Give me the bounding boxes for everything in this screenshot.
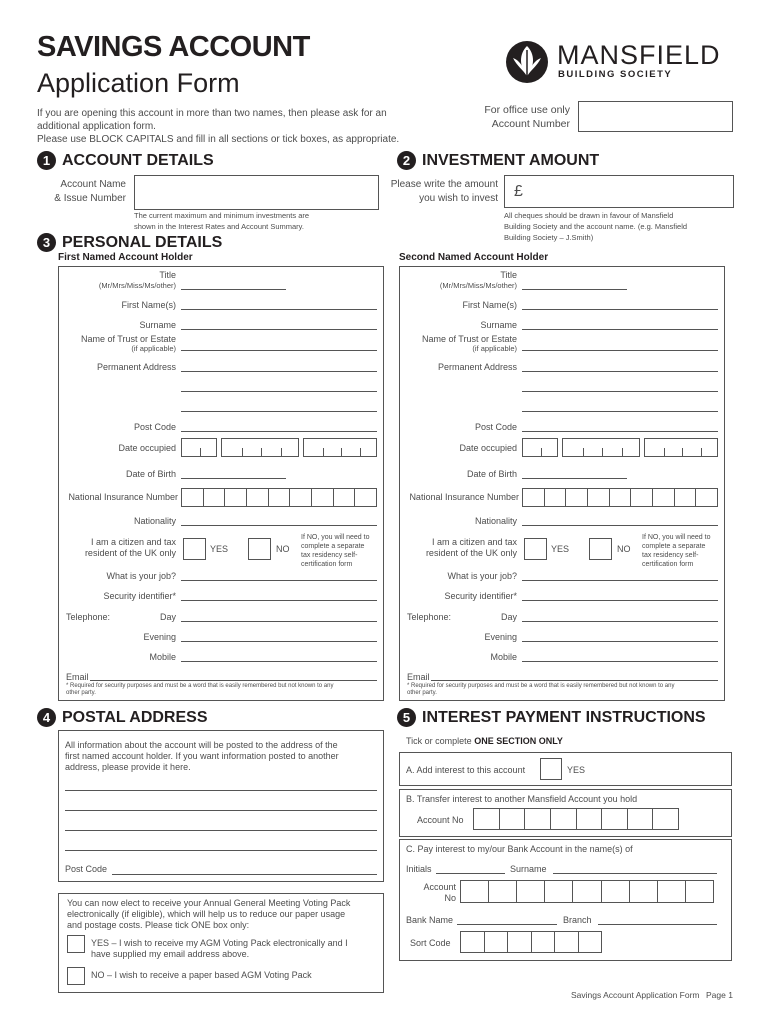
option-c-account-label-2: No — [444, 893, 456, 903]
post-code-line[interactable] — [181, 431, 377, 432]
postal-address-line-3[interactable] — [65, 830, 377, 831]
tax-residency-note: tax residency self- — [642, 552, 699, 559]
section-title: INTEREST PAYMENT INSTRUCTIONS — [422, 708, 706, 726]
date-occupied-box[interactable] — [522, 438, 558, 457]
option-a-yes-checkbox[interactable] — [540, 758, 562, 780]
address-label: Permanent Address — [437, 362, 517, 372]
tax-residency-note: If NO, you will need to — [642, 534, 711, 541]
option-c-initials-line[interactable] — [436, 873, 505, 874]
ni-digit-box[interactable] — [312, 489, 334, 506]
ni-digit-box[interactable] — [588, 489, 610, 506]
cheque-note-3: Building Society – J.Smith) — [504, 233, 594, 242]
date-occupied-box[interactable] — [644, 438, 718, 457]
sort-code-digit-box[interactable] — [485, 932, 509, 952]
job-line[interactable] — [181, 580, 377, 581]
ni-digit-box[interactable] — [610, 489, 632, 506]
cheque-note-1: All cheques should be drawn in favour of Mansfield — [504, 211, 674, 220]
ni-number-label: National Insurance Number — [409, 492, 519, 502]
if-applicable-label: (if applicable) — [472, 344, 517, 353]
instruction-text: Tick or complete — [406, 736, 475, 746]
address-label: Permanent Address — [96, 362, 176, 372]
telephone-day-line[interactable] — [181, 621, 377, 622]
option-c-surname-line[interactable] — [553, 873, 717, 874]
mansfield-logo — [505, 40, 735, 82]
postal-text-2: first named account holder. If you want information posted to another — [65, 751, 339, 761]
date-divider-tick — [583, 448, 584, 456]
ni-number-boxes[interactable] — [181, 488, 377, 507]
security-footnote-2: other party. — [66, 690, 96, 696]
pound-sign: £ — [514, 183, 523, 200]
address-line-2[interactable] — [181, 391, 377, 392]
nationality-label: Nationality — [133, 516, 176, 526]
agm-yes-checkbox[interactable] — [67, 935, 85, 953]
account-digit-box[interactable] — [630, 881, 658, 902]
telephone-evening-line[interactable] — [181, 641, 377, 642]
ni-digit-box[interactable] — [675, 489, 697, 506]
citizen-label-2: resident of the UK only — [84, 548, 176, 558]
if-applicable-label: (if applicable) — [131, 344, 176, 353]
ni-digit-box[interactable] — [269, 489, 291, 506]
ni-digit-box[interactable] — [182, 489, 204, 506]
agm-no-checkbox[interactable] — [67, 967, 85, 985]
postal-post-code-label: Post Code — [65, 864, 108, 874]
citizen-no-label: NO — [617, 544, 631, 554]
option-c-label: C. Pay interest to my/our Bank Account in the name(s) of — [406, 844, 633, 854]
option-c-account-label-1: Account — [423, 882, 456, 892]
account-digit-box[interactable] — [602, 881, 630, 902]
email-label: Email — [66, 672, 89, 682]
option-c-bank-name-line[interactable] — [457, 924, 557, 925]
section-number-badge: 2 — [397, 151, 416, 170]
office-use-label: For office use only — [484, 104, 570, 116]
title-line[interactable] — [522, 289, 627, 290]
sort-code-digit-box[interactable] — [508, 932, 532, 952]
account-digit-box[interactable] — [517, 881, 545, 902]
section-3-heading — [37, 233, 222, 252]
section-2-heading — [397, 151, 599, 170]
agm-text-3: and postage costs. Please tick ONE box only: — [67, 920, 250, 930]
security-identifier-label: Security identifier* — [444, 591, 517, 601]
telephone-label: Telephone: — [407, 612, 452, 622]
tax-residency-note: complete a separate — [301, 543, 365, 550]
option-c-branch-label: Branch — [563, 915, 592, 925]
footer-page-number: Page 1 — [706, 990, 733, 1000]
postal-text-3: address, please provide it here. — [65, 762, 191, 772]
section-1-heading — [37, 151, 214, 170]
post-code-label: Post Code — [474, 422, 517, 432]
instruction-bold: ONE SECTION ONLY — [474, 736, 563, 746]
nationality-label: Nationality — [474, 516, 517, 526]
date-of-birth-label: Date of Birth — [125, 469, 176, 479]
form-title: SAVINGS ACCOUNT — [37, 31, 310, 63]
date-of-birth-label: Date of Birth — [466, 469, 517, 479]
leaf-emblem-icon — [505, 40, 549, 84]
telephone-day-label: Day — [500, 612, 517, 622]
ni-number-boxes[interactable] — [522, 488, 718, 507]
date-of-birth-line[interactable] — [181, 478, 286, 479]
agm-yes-text-1: YES – I wish to receive my AGM Voting Pack electronically and I — [91, 938, 348, 948]
section-number-badge: 1 — [37, 151, 56, 170]
section-number-badge: 5 — [397, 708, 416, 727]
title-line[interactable] — [181, 289, 286, 290]
date-divider-tick — [242, 448, 243, 456]
account-digit-box[interactable] — [525, 809, 551, 829]
date-divider-tick — [200, 448, 201, 456]
section-4-heading — [37, 708, 208, 727]
telephone-evening-label: Evening — [143, 632, 176, 642]
option-c-sort-code-boxes[interactable] — [460, 931, 602, 953]
agm-yes-text-2: have supplied my email address above. — [91, 949, 250, 959]
ni-digit-box[interactable] — [696, 489, 717, 506]
section-number-badge: 3 — [37, 233, 56, 252]
citizen-yes-label: YES — [551, 544, 570, 554]
option-c-initials-label: Initials — [406, 864, 432, 874]
intro-line-1: If you are opening this account in more than two names, then please ask for an — [37, 108, 387, 119]
date-occupied-box[interactable] — [562, 438, 640, 457]
date-divider-tick — [682, 448, 683, 456]
telephone-evening-label: Evening — [484, 632, 517, 642]
email-label: Email — [407, 672, 430, 682]
interest-instruction — [406, 736, 563, 746]
postal-address-line-1[interactable] — [65, 790, 377, 791]
surname-line[interactable] — [181, 329, 377, 330]
trust-name-label: Name of Trust or Estate — [80, 334, 176, 344]
citizen-yes-checkbox[interactable] — [183, 538, 206, 560]
first-names-line[interactable] — [181, 309, 377, 310]
tax-residency-note: certification form — [301, 561, 353, 568]
option-b-account-label: Account No — [417, 815, 464, 825]
trust-name-line[interactable] — [181, 350, 377, 351]
citizen-label-1: I am a citizen and tax — [431, 537, 517, 547]
post-code-line[interactable] — [522, 431, 718, 432]
telephone-mobile-label: Mobile — [149, 652, 176, 662]
option-a-yes-label: YES — [567, 765, 586, 775]
title-label: Title — [159, 270, 176, 280]
surname-label: Surname — [480, 320, 517, 330]
address-line-3[interactable] — [522, 411, 718, 412]
postal-text-1: All information about the account will be posted to the address of the — [65, 740, 338, 750]
account-name-label: Account Name — [60, 179, 126, 190]
title-options-label: (Mr/Mrs/Miss/Ms/other) — [439, 281, 517, 290]
footer-form-name: Savings Account Application Form — [571, 990, 700, 1000]
account-digit-box[interactable] — [653, 809, 678, 829]
citizen-label-2: resident of the UK only — [425, 548, 517, 558]
nationality-line[interactable] — [181, 525, 377, 526]
tax-residency-note: If NO, you will need to — [301, 534, 370, 541]
job-line[interactable] — [522, 580, 718, 581]
account-digit-box[interactable] — [545, 881, 573, 902]
date-occupied-label: Date occupied — [118, 443, 176, 453]
logo-tagline: BUILDING SOCIETY — [558, 69, 673, 80]
issue-number-label: & Issue Number — [54, 193, 126, 204]
date-divider-tick — [602, 448, 603, 456]
account-digit-box[interactable] — [573, 881, 601, 902]
account-digit-box[interactable] — [551, 809, 577, 829]
sort-code-digit-box[interactable] — [461, 932, 485, 952]
telephone-day-label: Day — [159, 612, 176, 622]
title-label: Title — [500, 270, 517, 280]
date-divider-tick — [664, 448, 665, 456]
security-footnote-1: * Required for security purposes and must be a word that is easily remembered but not known to any — [407, 683, 675, 689]
citizen-label-1: I am a citizen and tax — [90, 537, 176, 547]
ni-digit-box[interactable] — [566, 489, 588, 506]
tax-residency-note: certification form — [642, 561, 694, 568]
trust-name-line[interactable] — [522, 350, 718, 351]
date-occupied-box[interactable] — [181, 438, 217, 457]
sort-code-digit-box[interactable] — [579, 932, 602, 952]
first-names-label: First Name(s) — [121, 300, 176, 310]
logo-name: MANSFIELD — [557, 40, 721, 70]
holder-heading: First Named Account Holder — [58, 252, 193, 263]
postal-post-code-line[interactable] — [112, 874, 377, 875]
job-label: What is your job? — [106, 571, 176, 581]
citizen-no-checkbox[interactable] — [589, 538, 612, 560]
citizen-yes-checkbox[interactable] — [524, 538, 547, 560]
ni-digit-box[interactable] — [204, 489, 226, 506]
security-identifier-label: Security identifier* — [103, 591, 176, 601]
date-divider-tick — [341, 448, 342, 456]
account-digit-box[interactable] — [461, 881, 489, 902]
date-of-birth-line[interactable] — [522, 478, 627, 479]
trust-name-label: Name of Trust or Estate — [421, 334, 517, 344]
section-title: INVESTMENT AMOUNT — [422, 151, 600, 169]
ni-digit-box[interactable] — [631, 489, 653, 506]
account-digit-box[interactable] — [474, 809, 500, 829]
ni-digit-box[interactable] — [290, 489, 312, 506]
investment-note-2: shown in the Interest Rates and Account Summary. — [134, 222, 304, 231]
date-occupied-box[interactable] — [303, 438, 377, 457]
telephone-label: Telephone: — [66, 612, 111, 622]
agm-text-1: You can now elect to receive your Annual General Meeting Voting Pack — [67, 898, 351, 908]
date-divider-tick — [261, 448, 262, 456]
option-c-sort-code-label: Sort Code — [410, 938, 451, 948]
postal-address-line-2[interactable] — [65, 810, 377, 811]
security-footnote-1: * Required for security purposes and must be a word that is easily remembered but not known to any — [66, 683, 334, 689]
security-identifier-line[interactable] — [181, 600, 377, 601]
sort-code-digit-box[interactable] — [555, 932, 579, 952]
date-occupied-box[interactable] — [221, 438, 299, 457]
ni-digit-box[interactable] — [355, 489, 376, 506]
security-footnote-2: other party. — [407, 690, 437, 696]
section-title: ACCOUNT DETAILS — [62, 151, 214, 169]
ni-digit-box[interactable] — [653, 489, 675, 506]
section-title: POSTAL ADDRESS — [62, 708, 208, 726]
title-options-label: (Mr/Mrs/Miss/Ms/other) — [98, 281, 176, 290]
date-divider-tick — [541, 448, 542, 456]
telephone-day-line[interactable] — [522, 621, 718, 622]
option-b-account-number-boxes[interactable] — [473, 808, 679, 830]
first-names-line[interactable] — [522, 309, 718, 310]
account-digit-box[interactable] — [686, 881, 713, 902]
citizen-yes-label: YES — [210, 544, 229, 554]
agm-no-text: NO – I wish to receive a paper based AGM Voting Pack — [91, 970, 312, 980]
tax-residency-note: complete a separate — [642, 543, 706, 550]
date-divider-tick — [622, 448, 623, 456]
tax-residency-note: tax residency self- — [301, 552, 358, 559]
account-digit-box[interactable] — [658, 881, 686, 902]
first-names-label: First Name(s) — [462, 300, 517, 310]
date-occupied-label: Date occupied — [459, 443, 517, 453]
amount-label-2: you wish to invest — [419, 193, 498, 204]
telephone-mobile-label: Mobile — [490, 652, 517, 662]
section-number-badge: 4 — [37, 708, 56, 727]
form-subtitle: Application Form — [37, 68, 240, 98]
account-digit-box[interactable] — [489, 881, 517, 902]
investment-amount-field[interactable] — [504, 175, 734, 208]
holder-heading: Second Named Account Holder — [399, 252, 549, 263]
intro-line-3: Please use BLOCK CAPITALS and fill in all sections or tick boxes, as appropriate. — [37, 134, 400, 145]
ni-digit-box[interactable] — [247, 489, 269, 506]
telephone-mobile-line[interactable] — [181, 661, 377, 662]
account-digit-box[interactable] — [500, 809, 526, 829]
address-line-1[interactable] — [522, 371, 718, 372]
date-divider-tick — [281, 448, 282, 456]
telephone-mobile-line[interactable] — [522, 661, 718, 662]
intro-line-2: additional application form. — [37, 121, 156, 132]
account-digit-box[interactable] — [602, 809, 628, 829]
agm-text-2: electronically (if eligible), which will help us to reduce our paper usage — [67, 909, 346, 919]
citizen-no-label: NO — [276, 544, 290, 554]
option-b-label: B. Transfer interest to another Mansfield Account you hold — [406, 794, 638, 804]
address-line-3[interactable] — [181, 411, 377, 412]
office-account-number-label: Account Number — [491, 118, 570, 130]
option-c-account-number-boxes[interactable] — [460, 880, 714, 903]
option-c-branch-line[interactable] — [598, 924, 717, 925]
section-5-heading — [397, 708, 706, 727]
ni-number-label: National Insurance Number — [68, 492, 178, 502]
surname-line[interactable] — [522, 329, 718, 330]
surname-label: Surname — [139, 320, 176, 330]
cheque-note-2: Building Society and the account name. (e.g. Mansfield — [504, 222, 688, 231]
ni-digit-box[interactable] — [545, 489, 567, 506]
investment-note-1: The current maximum and minimum investments are — [134, 211, 310, 220]
date-divider-tick — [701, 448, 702, 456]
address-line-1[interactable] — [181, 371, 377, 372]
nationality-line[interactable] — [522, 525, 718, 526]
post-code-label: Post Code — [133, 422, 176, 432]
email-line[interactable] — [431, 680, 718, 681]
ni-digit-box[interactable] — [225, 489, 247, 506]
section-title: PERSONAL DETAILS — [62, 233, 223, 251]
sort-code-digit-box[interactable] — [532, 932, 556, 952]
telephone-evening-line[interactable] — [522, 641, 718, 642]
option-c-bank-name-label: Bank Name — [406, 915, 454, 925]
account-name-field[interactable] — [134, 175, 379, 210]
option-a-label: A. Add interest to this account — [406, 765, 526, 775]
job-label: What is your job? — [447, 571, 517, 581]
account-digit-box[interactable] — [577, 809, 603, 829]
security-identifier-line[interactable] — [522, 600, 718, 601]
citizen-no-checkbox[interactable] — [248, 538, 271, 560]
date-divider-tick — [323, 448, 324, 456]
office-account-number-field[interactable] — [578, 101, 733, 132]
amount-label-1: Please write the amount — [390, 179, 498, 190]
ni-digit-box[interactable] — [523, 489, 545, 506]
email-line[interactable] — [90, 680, 377, 681]
address-line-2[interactable] — [522, 391, 718, 392]
ni-digit-box[interactable] — [334, 489, 356, 506]
postal-address-line-4[interactable] — [65, 850, 377, 851]
date-divider-tick — [360, 448, 361, 456]
account-digit-box[interactable] — [628, 809, 654, 829]
option-c-surname-label: Surname — [510, 864, 547, 874]
